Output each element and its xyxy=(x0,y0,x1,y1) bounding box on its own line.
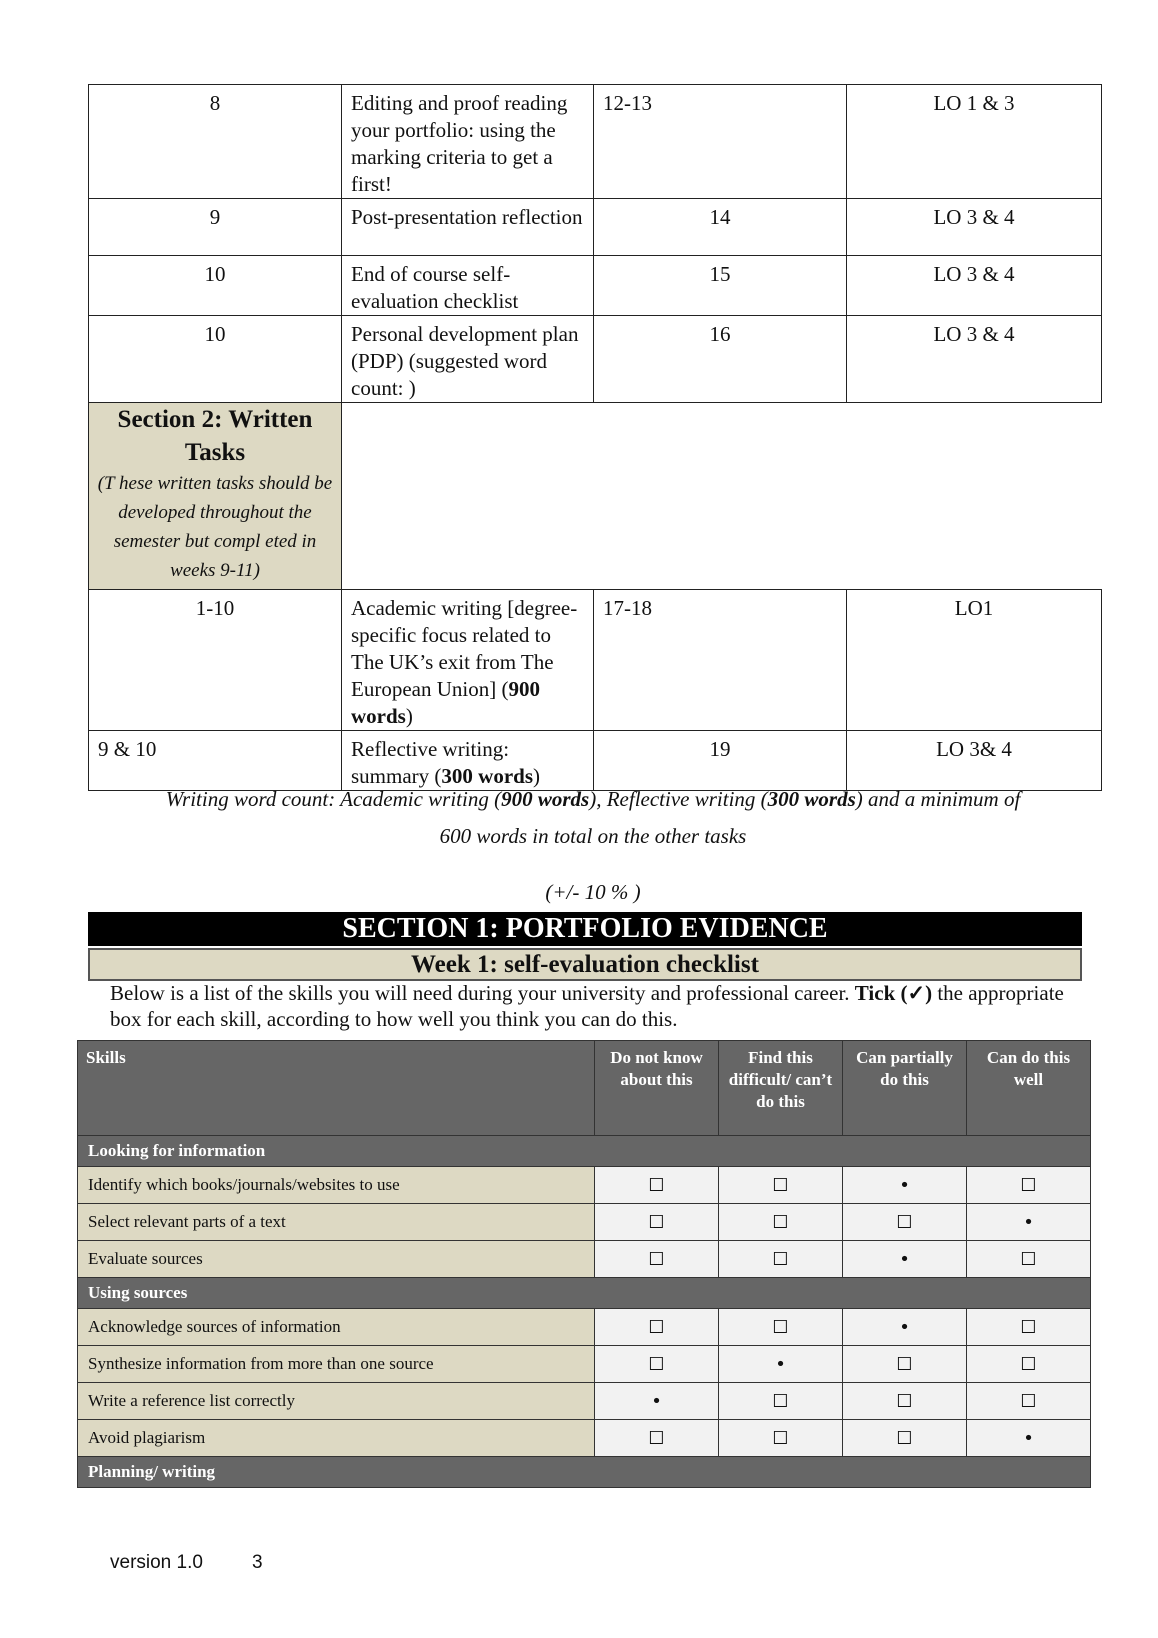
lo-cell: LO 3 & 4 xyxy=(847,256,1102,316)
lo-cell: LO1 xyxy=(847,590,1102,731)
header-skills: Skills xyxy=(78,1041,595,1136)
checkbox[interactable]: ☐ xyxy=(595,1167,719,1204)
blank-area xyxy=(342,403,1102,590)
section-2-row xyxy=(89,403,1102,590)
lo-cell: LO 3 & 4 xyxy=(847,316,1102,403)
checkbox[interactable]: ☐ xyxy=(595,1346,719,1383)
skill-name: Write a reference list correctly xyxy=(78,1383,595,1420)
page-cell: 15 xyxy=(594,256,847,316)
skill-name: Acknowledge sources of information xyxy=(78,1309,595,1346)
task-cell: Academic writing [degree-specific focus related to The UK’s exit from The European Union] (900 words) xyxy=(342,590,594,731)
category-label: Using sources xyxy=(78,1278,1091,1309)
section-2-heading xyxy=(89,403,342,590)
week-cell: 10 xyxy=(89,256,342,316)
checkbox[interactable]: ☐ xyxy=(595,1309,719,1346)
section-2-title: Section 2: Written Tasks xyxy=(117,406,313,466)
section-1-banner: SECTION 1: PORTFOLIO EVIDENCE xyxy=(88,912,1082,946)
header-partially: Can partially do this xyxy=(843,1041,967,1136)
page-cell: 14 xyxy=(594,199,847,256)
page-cell: 16 xyxy=(594,316,847,403)
selected-mark[interactable]: • xyxy=(843,1241,967,1278)
task-cell: Editing and proof reading your portfolio: using the marking criteria to get a first! xyxy=(342,85,594,199)
table-row xyxy=(89,590,1102,731)
table-row xyxy=(89,316,1102,403)
table-row xyxy=(89,256,1102,316)
checkbox[interactable]: ☐ xyxy=(719,1420,843,1457)
checkbox[interactable]: ☐ xyxy=(843,1420,967,1457)
week-cell: 8 xyxy=(89,85,342,199)
checkbox[interactable]: ☐ xyxy=(595,1420,719,1457)
task-cell: Post-presentation reflection xyxy=(342,199,594,256)
checkbox[interactable]: ☐ xyxy=(967,1309,1091,1346)
skill-name: Identify which books/journals/websites to use xyxy=(78,1167,595,1204)
checkbox[interactable]: ☐ xyxy=(719,1204,843,1241)
week-cell: 9 xyxy=(89,199,342,256)
checkbox[interactable]: ☐ xyxy=(843,1383,967,1420)
table-row xyxy=(89,199,1102,256)
header-find-difficult: Find this difficult/ can’t do this xyxy=(719,1041,843,1136)
checkbox[interactable]: ☐ xyxy=(967,1346,1091,1383)
page-cell: 12-13 xyxy=(594,85,847,199)
table-row xyxy=(78,1204,1091,1241)
task-cell: Reflective writing: summary (300 words) xyxy=(342,731,594,791)
week-cell: 1-10 xyxy=(89,590,342,731)
selected-mark[interactable]: • xyxy=(843,1167,967,1204)
lo-cell: LO 3 & 4 xyxy=(847,199,1102,256)
category-row xyxy=(78,1457,1091,1488)
selected-mark[interactable]: • xyxy=(967,1420,1091,1457)
table-row xyxy=(78,1167,1091,1204)
task-table xyxy=(88,84,1102,791)
skills-body xyxy=(78,1136,1091,1488)
task-cell: End of course self-evaluation checklist xyxy=(342,256,594,316)
skill-name: Avoid plagiarism xyxy=(78,1420,595,1457)
checklist-intro: Below is a list of the skills you will need during your university and professional career. Tick (✓) the appropriate box for each skill, according to how well you think you can do this. xyxy=(110,981,1064,1031)
category-label: Planning/ writing xyxy=(78,1457,1091,1488)
lo-cell: LO 3& 4 xyxy=(847,731,1102,791)
skill-name: Evaluate sources xyxy=(78,1241,595,1278)
table-row xyxy=(78,1241,1091,1278)
page-cell: 17-18 xyxy=(594,590,847,731)
week-1-subbanner: Week 1: self-evaluation checklist xyxy=(88,948,1082,981)
week-cell: 9 & 10 xyxy=(89,731,342,791)
category-row xyxy=(78,1136,1091,1167)
selected-mark[interactable]: • xyxy=(719,1346,843,1383)
word-count-line-1: Writing word count: Academic writing (900 words), Reflective writing (300 words) and a minimum of xyxy=(165,787,1021,811)
footer-version: version 1.0 xyxy=(110,1552,203,1573)
checkbox[interactable]: ☐ xyxy=(719,1241,843,1278)
table-row xyxy=(89,85,1102,199)
section-2-note: (T hese written tasks should be developed throughout the semester but compl eted in weeks 9-11) xyxy=(97,473,333,581)
table-row xyxy=(78,1383,1091,1420)
table-row xyxy=(89,731,1102,791)
footer-page-number: 3 xyxy=(252,1552,263,1573)
checkbox[interactable]: ☐ xyxy=(843,1346,967,1383)
category-label: Looking for information xyxy=(78,1136,1091,1167)
checkbox[interactable]: ☐ xyxy=(719,1167,843,1204)
table-row xyxy=(78,1346,1091,1383)
page-cell: 19 xyxy=(594,731,847,791)
skill-name: Synthesize information from more than one source xyxy=(78,1346,595,1383)
selected-mark[interactable]: • xyxy=(967,1204,1091,1241)
table-row xyxy=(78,1420,1091,1457)
week-cell: 10 xyxy=(89,316,342,403)
word-count-tolerance: (+/- 10 % ) xyxy=(545,880,641,904)
skills-checklist-table xyxy=(77,1040,1091,1488)
header-do-not-know: Do not know about this xyxy=(595,1041,719,1136)
checkbox[interactable]: ☐ xyxy=(843,1204,967,1241)
checkbox[interactable]: ☐ xyxy=(595,1204,719,1241)
lo-cell: LO 1 & 3 xyxy=(847,85,1102,199)
selected-mark[interactable]: • xyxy=(595,1383,719,1420)
header-do-well: Can do this well xyxy=(967,1041,1091,1136)
checkbox[interactable]: ☐ xyxy=(719,1309,843,1346)
checkbox[interactable]: ☐ xyxy=(967,1241,1091,1278)
skill-name: Select relevant parts of a text xyxy=(78,1204,595,1241)
word-count-line-2: 600 words in total on the other tasks xyxy=(439,824,747,848)
checkbox[interactable]: ☐ xyxy=(967,1167,1091,1204)
category-row xyxy=(78,1278,1091,1309)
task-cell: Personal development plan (PDP) (suggested word count: ) xyxy=(342,316,594,403)
checkbox[interactable]: ☐ xyxy=(967,1383,1091,1420)
checkbox[interactable]: ☐ xyxy=(595,1241,719,1278)
table-row xyxy=(78,1309,1091,1346)
selected-mark[interactable]: • xyxy=(843,1309,967,1346)
checkbox[interactable]: ☐ xyxy=(719,1383,843,1420)
skills-header-row xyxy=(78,1041,1091,1136)
